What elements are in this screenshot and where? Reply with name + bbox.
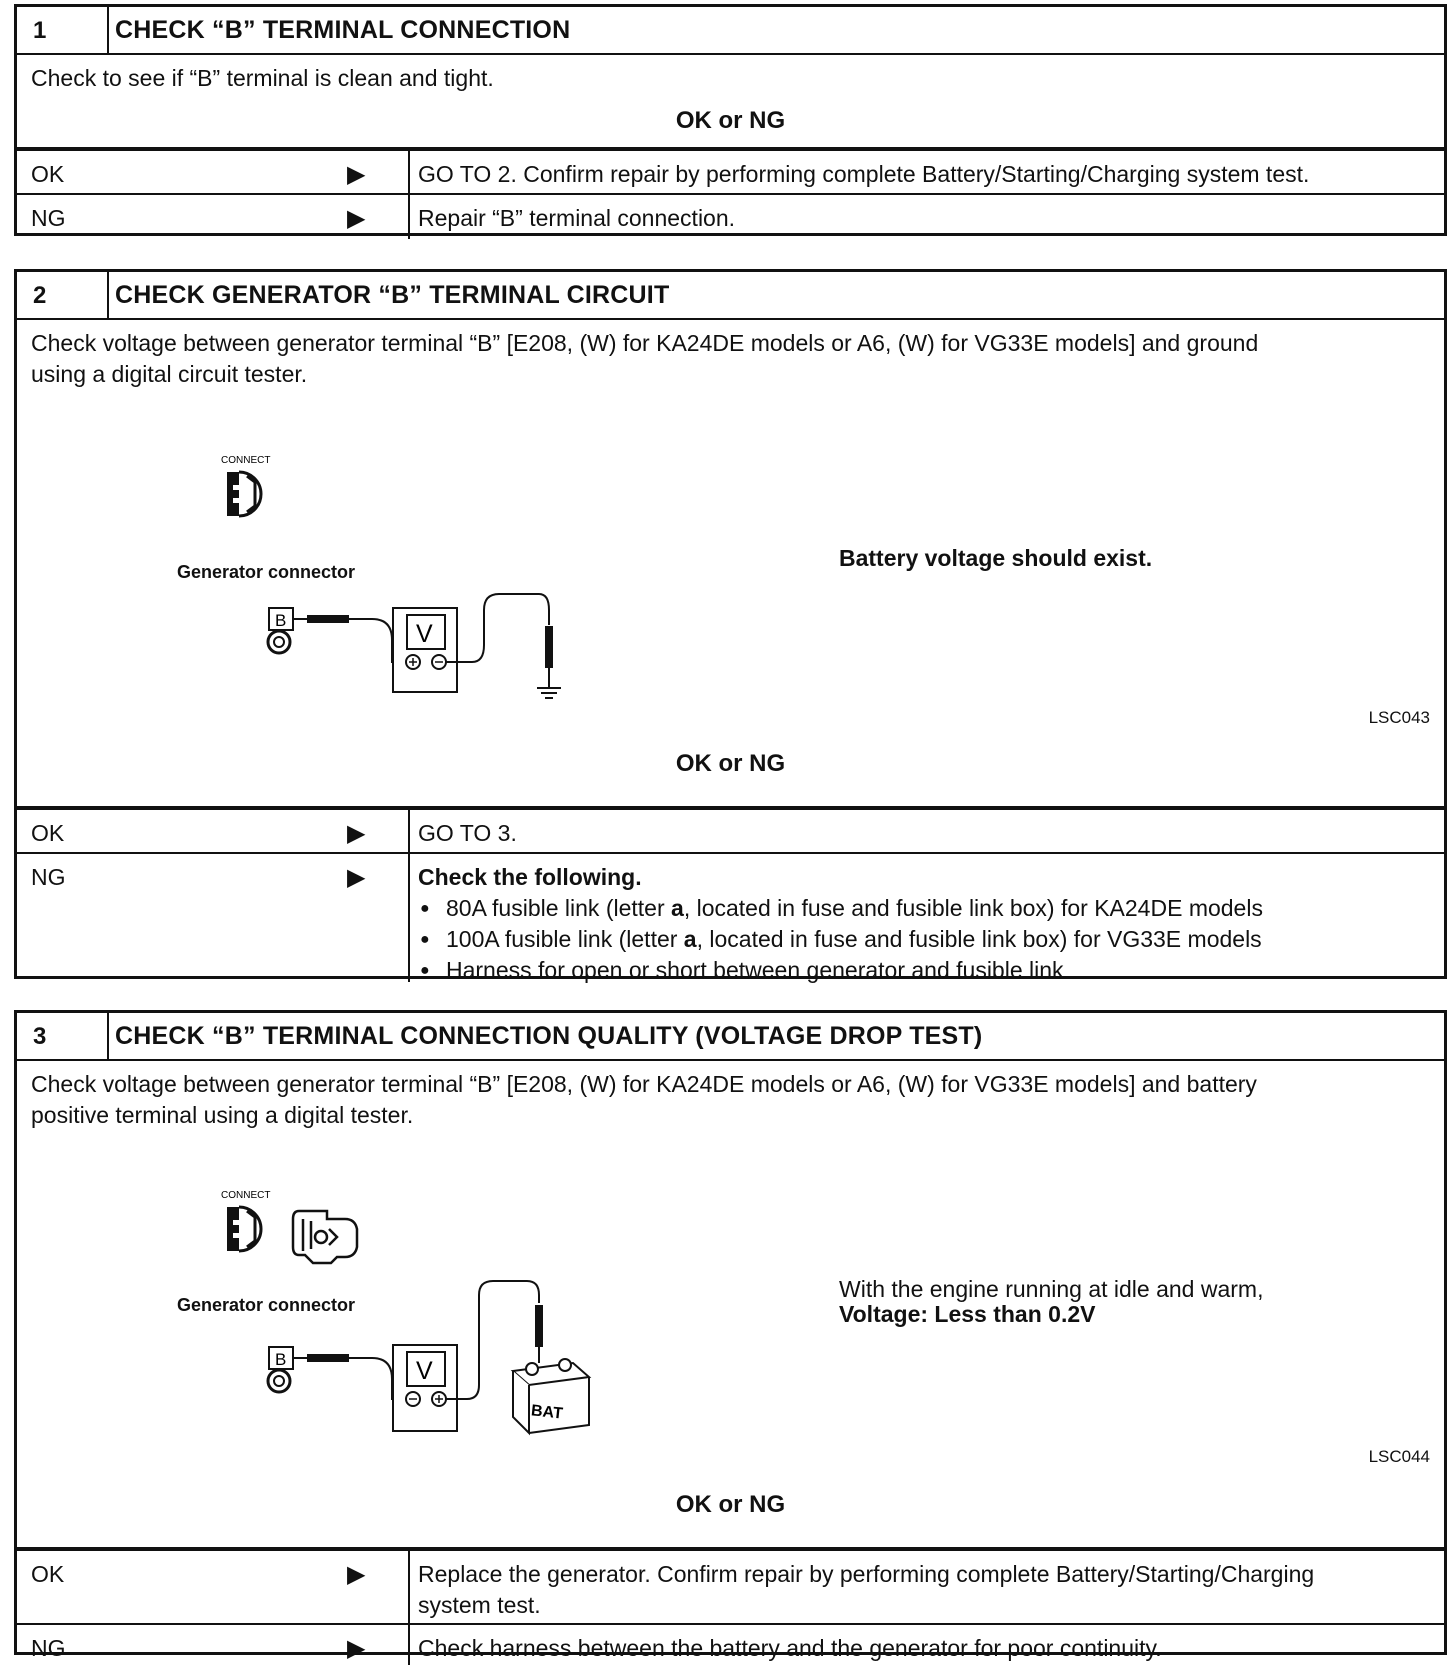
- step-body: [17, 55, 1444, 149]
- step-header: [17, 7, 1444, 55]
- voltmeter: [393, 608, 457, 692]
- result-label: [17, 1625, 410, 1665]
- ground-icon: [537, 668, 561, 698]
- result-label-text: NG: [31, 205, 66, 231]
- step-title: CHECK “B” TERMINAL CONNECTION QUALITY (VOLTAGE DROP TEST): [115, 1022, 983, 1050]
- arrow-right-icon: ▶: [347, 205, 366, 232]
- check-heading: Check the following.: [418, 864, 642, 890]
- result-label-text: NG: [31, 1635, 66, 1661]
- step-instruction: [17, 320, 1444, 390]
- voltmeter: [393, 1345, 457, 1431]
- figure-code: LSC044: [1368, 1447, 1430, 1466]
- arrow-right-icon: ▶: [347, 1635, 366, 1662]
- step-number: 3: [17, 1013, 109, 1059]
- connect-label: CONNECT: [221, 1190, 271, 1201]
- check-item: ● 100A fusible link (letter a, located in fuse and fusible link box) for VG33E models: [418, 924, 1436, 955]
- result-action: Repair “B” terminal connection.: [418, 205, 736, 231]
- step-number: 1: [17, 7, 109, 53]
- step-title: CHECK “B” TERMINAL CONNECTION: [115, 16, 571, 44]
- instruction-line: using a digital circuit tester.: [31, 361, 308, 387]
- action-line: system test.: [418, 1592, 541, 1618]
- check-item: ● 80A fusible link (letter a, located in fuse and fusible link box) for KA24DE models: [418, 893, 1436, 924]
- result-row-ng: [17, 1623, 1444, 1665]
- voltage-drop-diagram: [187, 1185, 647, 1475]
- result-row-ok: [17, 1549, 1444, 1623]
- step-body: [17, 320, 1444, 808]
- connect-label: CONNECT: [221, 455, 271, 466]
- ok-or-ng-heading: OK or NG: [675, 107, 786, 134]
- result-label: [17, 1551, 410, 1623]
- result-row-ng: [17, 193, 1444, 239]
- step-instruction: Check to see if “B” terminal is clean and tight.: [31, 65, 494, 91]
- spec-text: Battery voltage should exist.: [839, 545, 1153, 571]
- terminal-b: [268, 608, 293, 653]
- step-2: [14, 269, 1447, 983]
- svg-text:B: B: [275, 611, 287, 630]
- instruction-line: positive terminal using a digital tester.: [31, 1102, 414, 1128]
- battery-icon: [513, 1359, 589, 1433]
- step-1: [14, 4, 1447, 236]
- result-label: [17, 195, 410, 239]
- spec-line: Voltage: Less than 0.2V: [839, 1301, 1096, 1327]
- spec-text: [839, 1277, 1263, 1327]
- result-label-text: OK: [31, 820, 65, 846]
- result-label-text: NG: [31, 864, 66, 890]
- step-3: [14, 1010, 1447, 1662]
- result-label: [17, 854, 410, 982]
- connect-icon: [227, 472, 261, 516]
- generator-connector-label: Generator connector: [177, 1295, 356, 1315]
- result-action: [410, 854, 1444, 982]
- step-header: [17, 1013, 1444, 1061]
- svg-text:V: V: [416, 1357, 433, 1385]
- result-label-text: OK: [31, 1561, 65, 1587]
- step-body: [17, 1061, 1444, 1549]
- terminal-b: [268, 1347, 293, 1392]
- instruction-line: Check voltage between generator terminal “B” [E208, (W) for KA24DE models or A6, (W) for VG33E models] and battery: [31, 1071, 1257, 1097]
- result-label: [17, 810, 410, 852]
- step-header: [17, 272, 1444, 320]
- result-action: GO TO 3.: [418, 820, 517, 846]
- result-action: GO TO 2. Confirm repair by performing complete Battery/Starting/Charging system test.: [418, 161, 1310, 187]
- result-row-ok: [17, 808, 1444, 852]
- spec-line: With the engine running at idle and warm,: [839, 1276, 1264, 1302]
- result-action: Check harness between the battery and the generator for poor continuity.: [418, 1635, 1162, 1661]
- result-row-ok: [17, 149, 1444, 193]
- step-instruction: [17, 1061, 1444, 1131]
- result-label-text: OK: [31, 161, 65, 187]
- instruction-line: Check voltage between generator terminal “B” [E208, (W) for KA24DE models or A6, (W) for VG33E models] and ground: [31, 330, 1259, 356]
- connect-icon: [227, 1207, 261, 1251]
- result-row-ng: [17, 852, 1444, 982]
- ok-or-ng-heading: OK or NG: [675, 1491, 786, 1518]
- battery-label: BAT: [530, 1402, 564, 1423]
- svg-text:B: B: [275, 1350, 287, 1369]
- generator-connector-label: Generator connector: [177, 562, 356, 582]
- arrow-right-icon: ▶: [347, 864, 366, 891]
- figure-code: LSC043: [1368, 708, 1430, 727]
- step-title: CHECK GENERATOR “B” TERMINAL CIRCUIT: [115, 281, 670, 309]
- result-action: [410, 1551, 1444, 1623]
- arrow-right-icon: ▶: [347, 820, 366, 847]
- check-item: ● Harness for open or short between generator and fusible link: [418, 955, 1436, 986]
- svg-text:V: V: [416, 620, 433, 648]
- ok-or-ng-heading: OK or NG: [675, 750, 786, 777]
- step-number: 2: [17, 272, 109, 318]
- arrow-right-icon: ▶: [347, 161, 366, 188]
- engine-icon: [293, 1211, 357, 1263]
- arrow-right-icon: ▶: [347, 1561, 366, 1588]
- action-line: Replace the generator. Confirm repair by performing complete Battery/Starting/Charging: [418, 1561, 1315, 1587]
- result-label: [17, 151, 410, 193]
